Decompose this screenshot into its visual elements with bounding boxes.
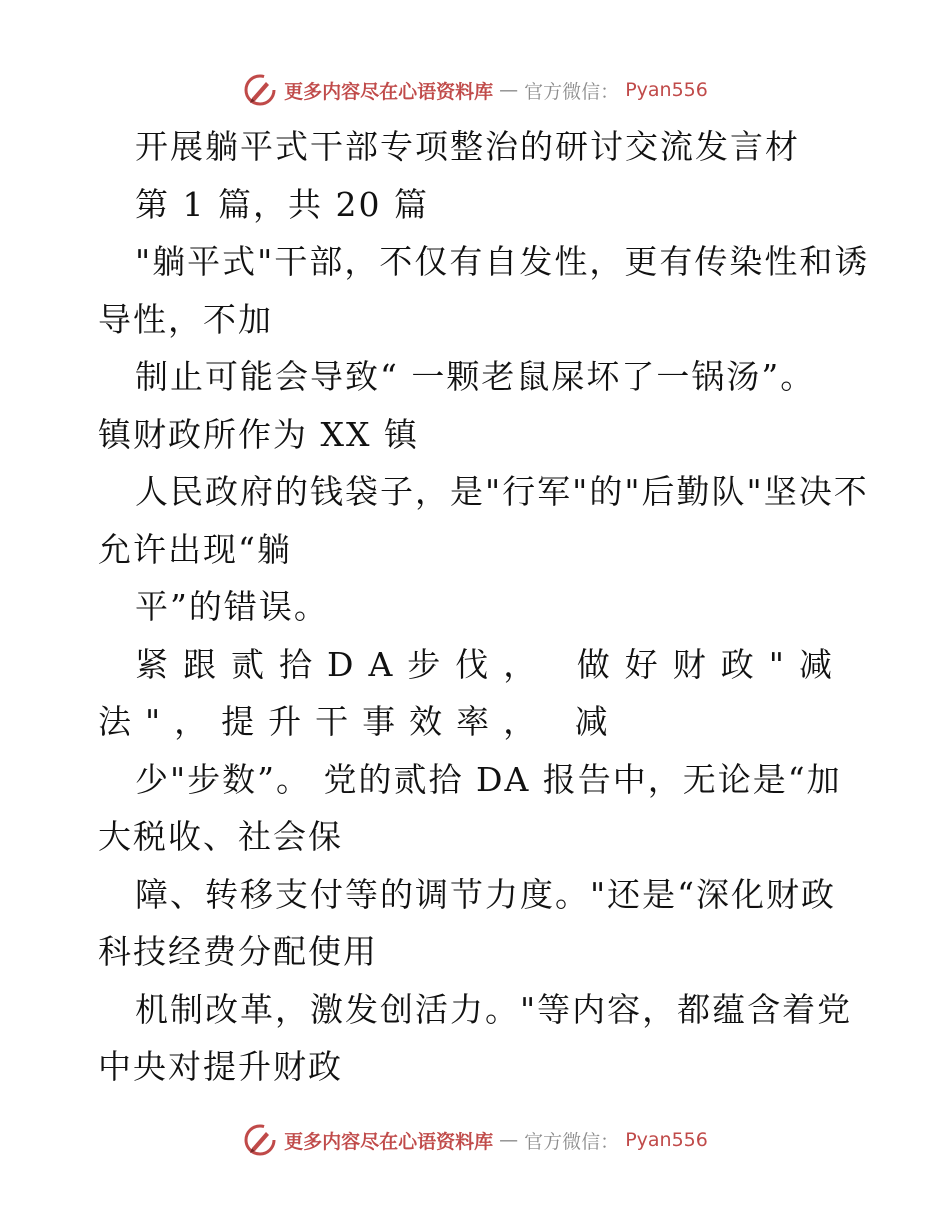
doc-title: 开展躺平式干部专项整治的研讨交流发言材	[135, 127, 800, 166]
doc-line: 导性，不加	[98, 299, 273, 339]
doc-line: 紧跟贰拾DA步伐， 做好财政"减	[135, 644, 847, 684]
header-watermark	[0, 68, 950, 112]
watermark-separator: —	[499, 79, 519, 101]
doc-line: 允许出现“躺	[98, 529, 292, 569]
footer-watermark	[0, 1118, 950, 1162]
doc-line: 制止可能会导致“ 一颗老鼠屎坏了一锅汤”。	[135, 357, 816, 396]
watermark-separator: —	[499, 1129, 519, 1151]
watermark-wechat-id: Pyan556	[625, 1129, 708, 1151]
watermark-wechat-id: Pyan556	[625, 79, 708, 101]
doc-line: 平”的错误。	[135, 587, 329, 626]
pen-nib-logo-icon	[242, 1122, 278, 1158]
doc-line: 法"，提升干事效率， 减	[98, 702, 622, 741]
watermark-main-text: 更多内容尽在心语资料库	[284, 1130, 494, 1153]
doc-page-counter: 第 1 篇，共 20 篇	[135, 184, 429, 224]
doc-line: 大税收、社会保	[98, 817, 343, 856]
doc-line: 人民政府的钱袋子，是"行军"的"后勤队"坚决不	[135, 472, 869, 511]
watermark-label: 官方微信：	[524, 1130, 620, 1153]
doc-line: 科技经费分配使用	[98, 932, 378, 971]
watermark-label: 官方微信：	[524, 80, 620, 103]
doc-line: 中央对提升财政	[98, 1047, 343, 1086]
document-body	[98, 118, 870, 1096]
doc-line: 机制改革，激发创活力。"等内容，都蕴含着党	[135, 989, 853, 1029]
doc-line: "躺平式"干部，不仅有自发性，更有传染性和诱	[135, 242, 870, 281]
doc-line: 障、转移支付等的调节力度。"还是“深化财政	[135, 874, 837, 914]
watermark-main-text: 更多内容尽在心语资料库	[284, 80, 494, 103]
doc-line: 镇财政所作为 XX 镇	[98, 414, 419, 454]
doc-line: 少"步数”。 党的贰拾 DA 报告中，无论是“加	[135, 759, 842, 799]
pen-nib-logo-icon	[242, 72, 278, 108]
